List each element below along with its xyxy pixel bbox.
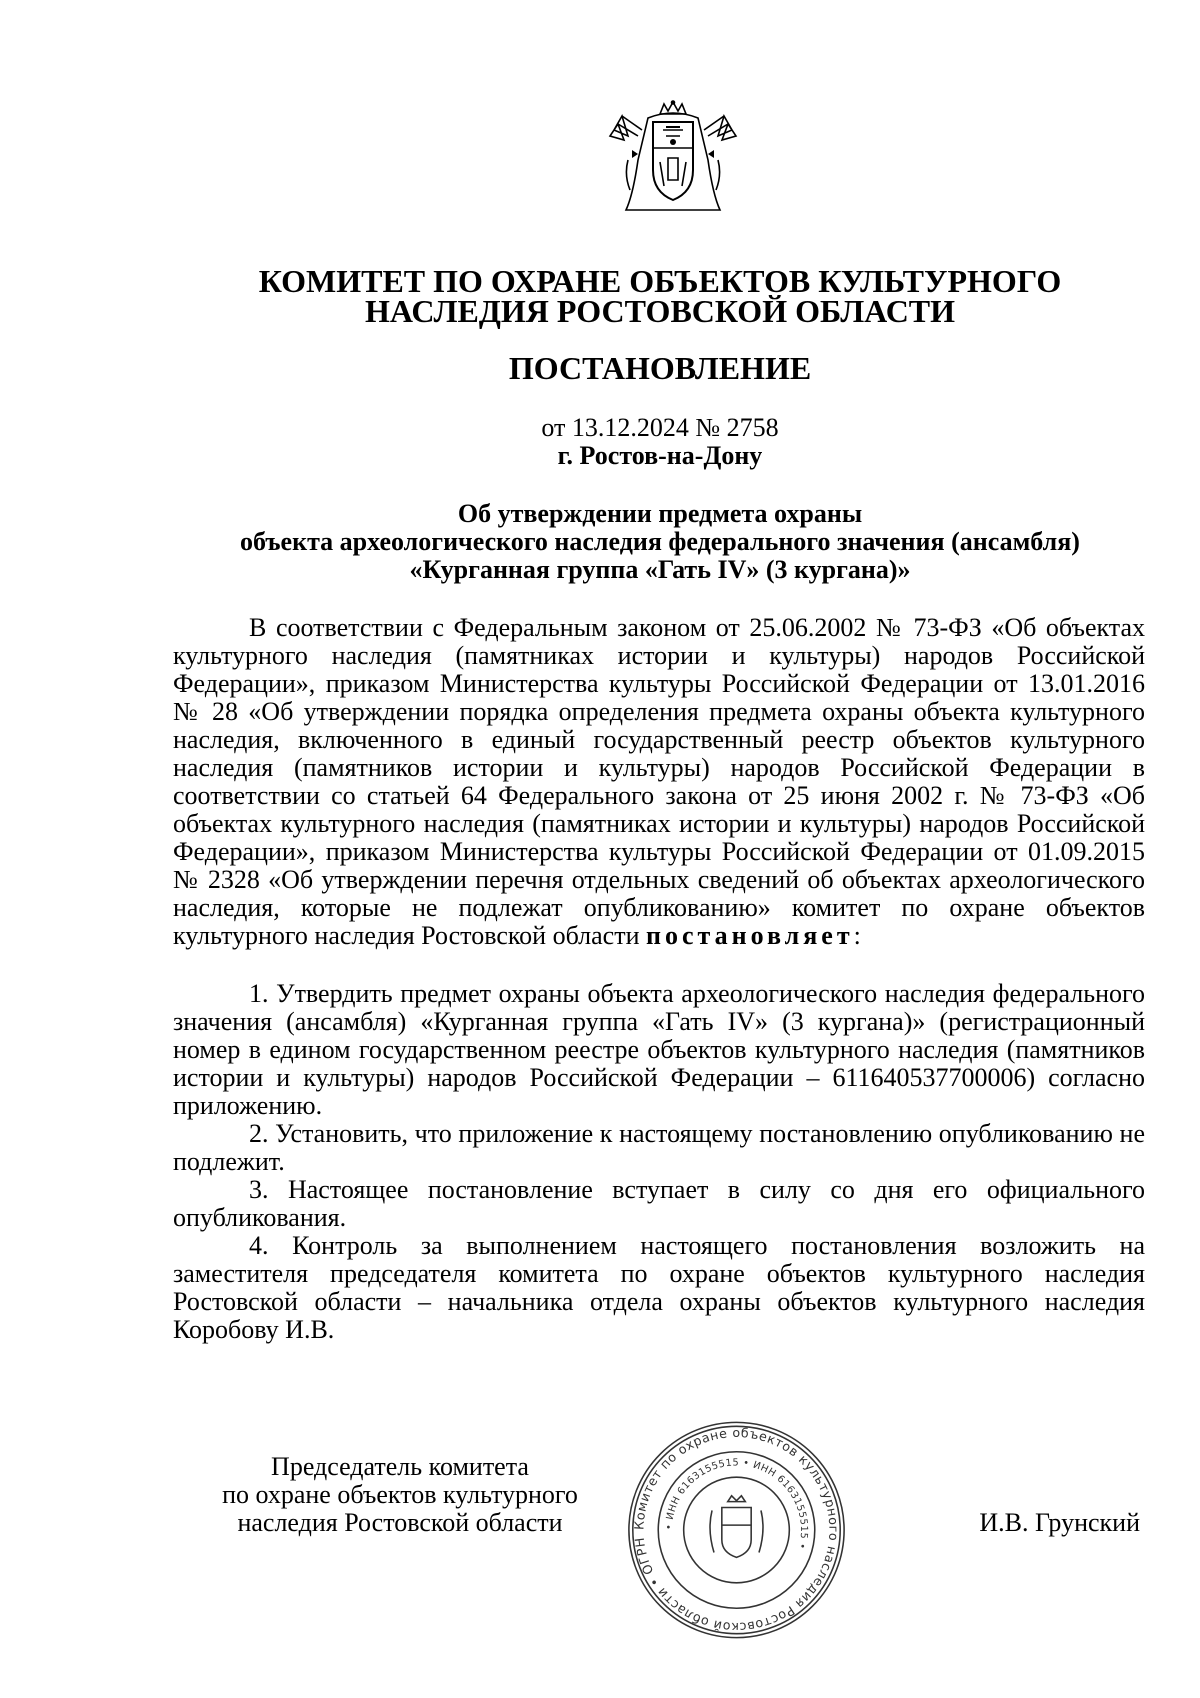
stamp-inner-text: • ИНН 6163155515 • ИНН 6163155515 • (663, 1457, 810, 1551)
resolve-verb: постановляет (646, 921, 854, 950)
position-line-1: Председатель комитета (271, 1452, 529, 1481)
position-line-3: наследия Ростовской области (237, 1508, 563, 1537)
date-and-number: от 13.12.2024 № 2758 (541, 413, 779, 442)
title-line-3: «Курганная группа «Гать IV» (3 кургана)» (409, 555, 911, 584)
position-line-2: по охране объектов культурного (222, 1480, 578, 1509)
title-line-1: Об утверждении предмета охраны (457, 499, 863, 528)
signatory-name: И.В. Грунский (979, 1508, 1140, 1537)
stamp-outer-text: Комитет по охране объектов культурного наследия Ростовской области • ОГРН (631, 1425, 842, 1635)
list-item: 1. Утвердить предмет охраны объекта археологического наследия федерального значения (ансамбля) «Курганная группа «Гать IV» (3 кургана)» (регистрационный номер в едином государственном реестре объектов культурного наследия (памятников истории и культуры) народов Российской Федерации – 611640537700006) согласно приложению. (173, 979, 1145, 1120)
document-body (173, 614, 1145, 1344)
list-item: 3. Настоящее постановление вступает в силу со дня его официального опубликования. (173, 1175, 1145, 1232)
preamble-text: В соответствии с Федеральным законом от 25.06.2002 № 73-ФЗ «Об объектах культурного наследия (памятниках истории и культуры) народов Российской Федерации», приказом Министерства культуры Российской Федерации от 13.01.2016 № 28 «Об утверждении порядка определения предмета охраны объекта культурного наследия, включенного в единый государственный реестр объектов культурного наследия (памятников истории и культуры) народов Российской Федерации в соответствии со статьей 64 Федерального закона от 25 июня 2002 г. № 73-ФЗ «Об объектах культурного наследия (памятниках истории и культуры) народов Российской Федерации», приказом Министерства культуры Российской Федерации от 01.09.2015 № 2328 «Об утверждении перечня отдельных сведений об объектах археологического наследия, которые не подлежат опубликованию» комитет по охране объектов культурного наследия Ростовской области (173, 613, 1145, 950)
document-type: ПОСТАНОВЛЕНИЕ (508, 350, 812, 386)
city: г. Ростов-на-Дону (557, 441, 763, 470)
organization-name (160, 263, 1160, 329)
org-line-1: КОМИТЕТ ПО ОХРАНЕ ОБЪЕКТОВ КУЛЬТУРНОГО (258, 263, 1062, 299)
org-line-2: НАСЛЕДИЯ РОСТОВСКОЙ ОБЛАСТИ (364, 293, 956, 329)
list-item: 2. Установить, что приложение к настоящему постановлению опубликованию не подлежит. (173, 1119, 1145, 1176)
list-item: 4. Контроль за выполнением настоящего постановления возложить на заместителя председателя комитета по охране объектов культурного наследия Ростовской области – начальника отдела охраны объектов культурного наследия Коробову И.В. (173, 1231, 1145, 1344)
official-stamp-icon (624, 1415, 849, 1645)
signatory-position (180, 1453, 620, 1537)
preamble-end: : (853, 921, 861, 950)
title-line-2: объекта археологического наследия федерального значения (ансамбля) (240, 527, 1080, 556)
coat-of-arms-icon (608, 100, 738, 215)
document-title (160, 500, 1160, 584)
preamble-paragraph (173, 614, 1145, 950)
